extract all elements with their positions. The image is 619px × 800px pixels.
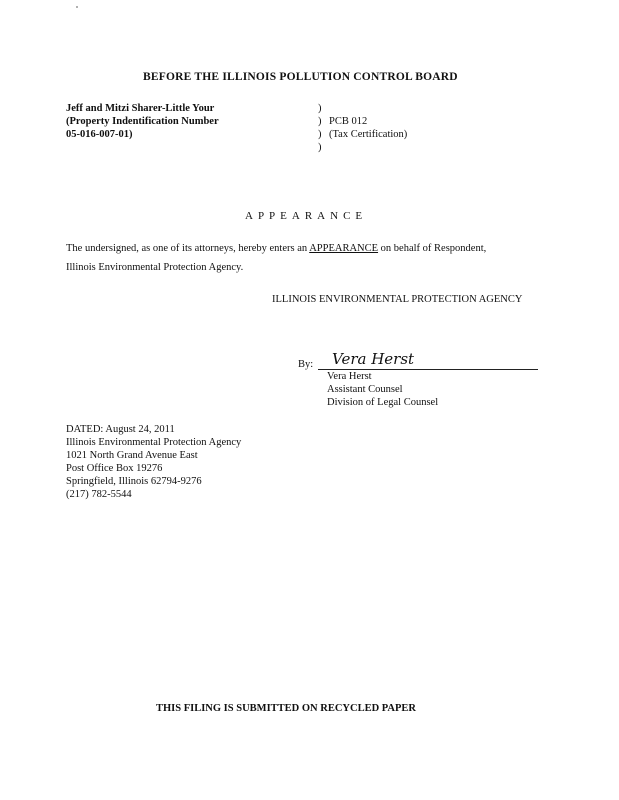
signer-division: Division of Legal Counsel <box>327 397 439 408</box>
caption-party-line-3: 05-016-007-01) <box>66 129 133 140</box>
appearance-emphasis: APPEARANCE <box>309 243 379 254</box>
address-po-box: Post Office Box 19276 <box>66 463 163 474</box>
body-text-before: The undersigned, as one of its attorneys, hereby enters an <box>66 243 310 254</box>
signer-name: Vera Herst <box>327 371 372 382</box>
body-paragraph-line-1 <box>66 243 486 254</box>
address-street: 1021 North Grand Avenue East <box>66 450 198 461</box>
signature-by-label: By: <box>298 359 314 370</box>
agency-name: ILLINOIS ENVIRONMENTAL PROTECTION AGENCY <box>272 294 523 305</box>
signer-title: Assistant Counsel <box>327 384 403 395</box>
body-text-after: on behalf of Respondent, <box>378 243 487 254</box>
caption-paren-3: ) <box>318 129 322 140</box>
dated-line: DATED: August 24, 2011 <box>66 424 175 435</box>
address-city: Springfield, Illinois 62794-9276 <box>66 476 202 487</box>
caption-party-line-1: Jeff and Mitzi Sharer-Little Your <box>66 103 215 114</box>
body-paragraph-line-2: Illinois Environmental Protection Agency. <box>66 262 244 273</box>
scan-speck <box>76 6 78 8</box>
case-number: PCB 012 <box>329 116 368 127</box>
recycled-paper-footer: THIS FILING IS SUBMITTED ON RECYCLED PAPER <box>156 703 417 714</box>
caption-paren-4: ) <box>318 142 322 153</box>
caption-paren-1: ) <box>318 103 322 114</box>
caption-party-line-2: (Property Indentification Number <box>66 116 219 127</box>
address-phone: (217) 782-5544 <box>66 489 132 500</box>
signature-line <box>318 369 538 370</box>
appearance-heading: APPEARANCE <box>245 210 368 222</box>
address-agency: Illinois Environmental Protection Agency <box>66 437 242 448</box>
signature-scrawl: Vera Herst <box>332 350 415 368</box>
board-title: BEFORE THE ILLINOIS POLLUTION CONTROL BOARD <box>143 71 458 83</box>
caption-paren-2: ) <box>318 116 322 127</box>
case-type: (Tax Certification) <box>329 129 408 140</box>
